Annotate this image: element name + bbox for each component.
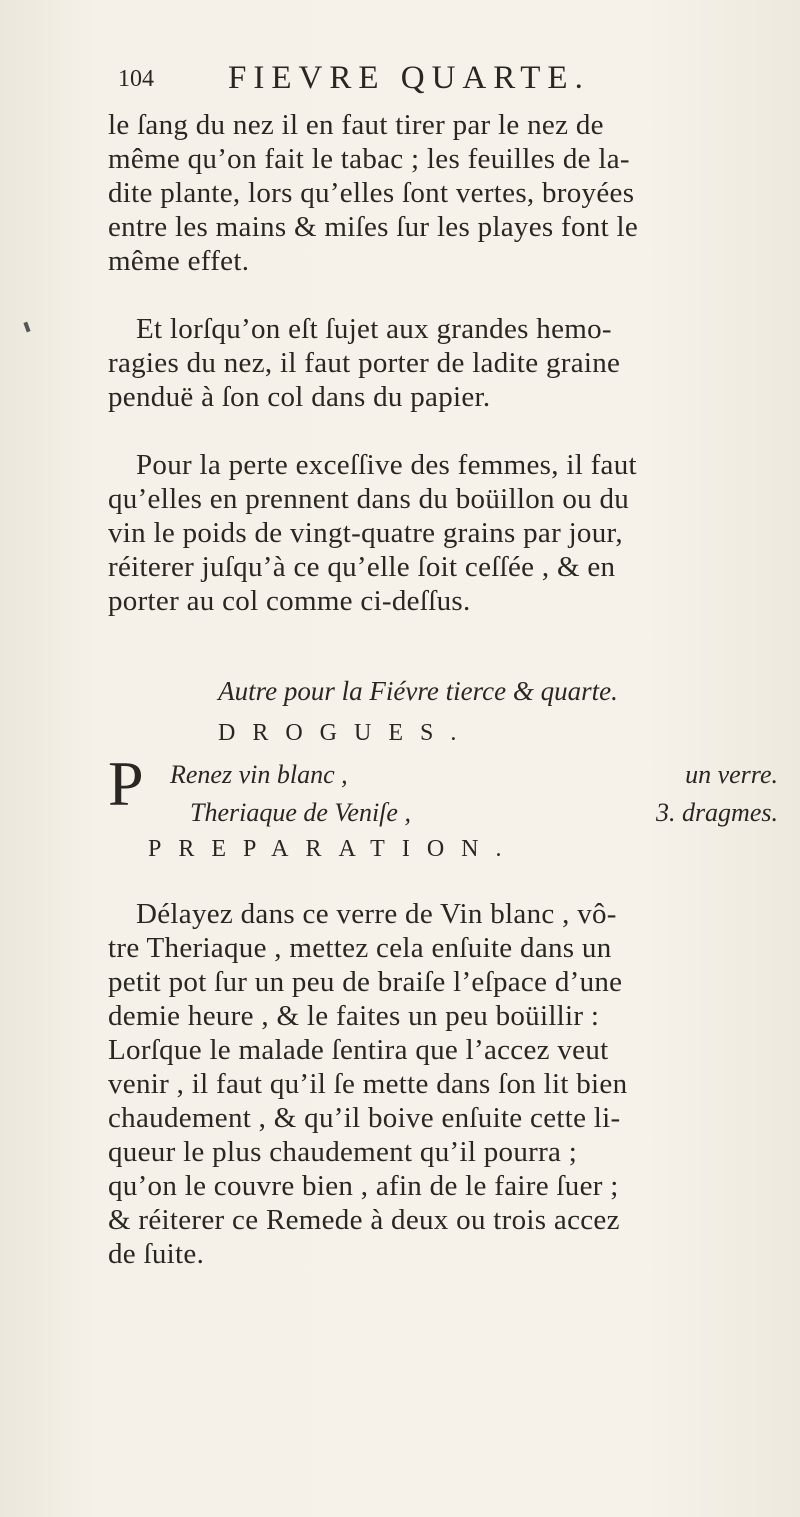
ingredient-row <box>190 798 778 834</box>
preparation-heading: PREPARATION. <box>148 836 519 862</box>
section-title: Autre pour la Fiévre tierce & quarte. <box>218 676 618 706</box>
page-number: 104 <box>118 66 154 92</box>
paragraph-3: Pour la perte exceſſive des femmes, il faut qu’elles en prennent dans du boüillon ou du vin le poids de vingt-quatre grains par jour, réiterer juſqu’à ce qu’elle ſoit ceſſée , & en porter au col comme ci-deſſus. <box>108 449 637 617</box>
paragraph-preparation: Délayez dans ce verre de Vin blanc , vô- tre Theriaque , mettez cela enſuite dans un petit pot ſur un peu de braiſe l’eſpace d’une demie heure , & le faites un peu boüillir : Lorſque le malade ſentira que l’accez veut venir , il faut qu’il ſe mette dans ſon lit bien chaudement , & qu’il boive enſuite cette li- queur le plus chaudement qu’il pourra ; qu’on le couvre bien , afin de le faire ſuer ; & réiterer ce Remede à deux ou trois accez de ſuite. <box>108 898 628 1270</box>
drogues-heading: DROGUES. <box>218 720 474 746</box>
running-title: FIEVRE QUARTE. <box>228 60 590 96</box>
paragraph-1: le ſang du nez il en faut tirer par le nez de même qu’on fait le tabac ; les feuilles de la- dite plante, lors qu’elles ſont vertes, broyées entre les mains & miſes ſur les playes font le même effet. <box>108 109 639 277</box>
drop-cap: P <box>108 748 144 819</box>
ingredient-quantity: 3. dragmes. <box>655 798 778 827</box>
margin-mark <box>23 322 30 333</box>
ingredient-name: Renez vin blanc , <box>170 760 348 789</box>
ingredient-quantity: un verre. <box>685 760 778 789</box>
page-header <box>118 60 678 100</box>
ingredient-row <box>170 760 778 796</box>
ingredient-name: Theriaque de Veniſe , <box>190 798 411 827</box>
paragraph-2: Et lorſqu’on eſt ſujet aux grandes hemo- ragies du nez, il faut porter de ladite graine penduë à ſon col dans du papier. <box>108 313 621 413</box>
